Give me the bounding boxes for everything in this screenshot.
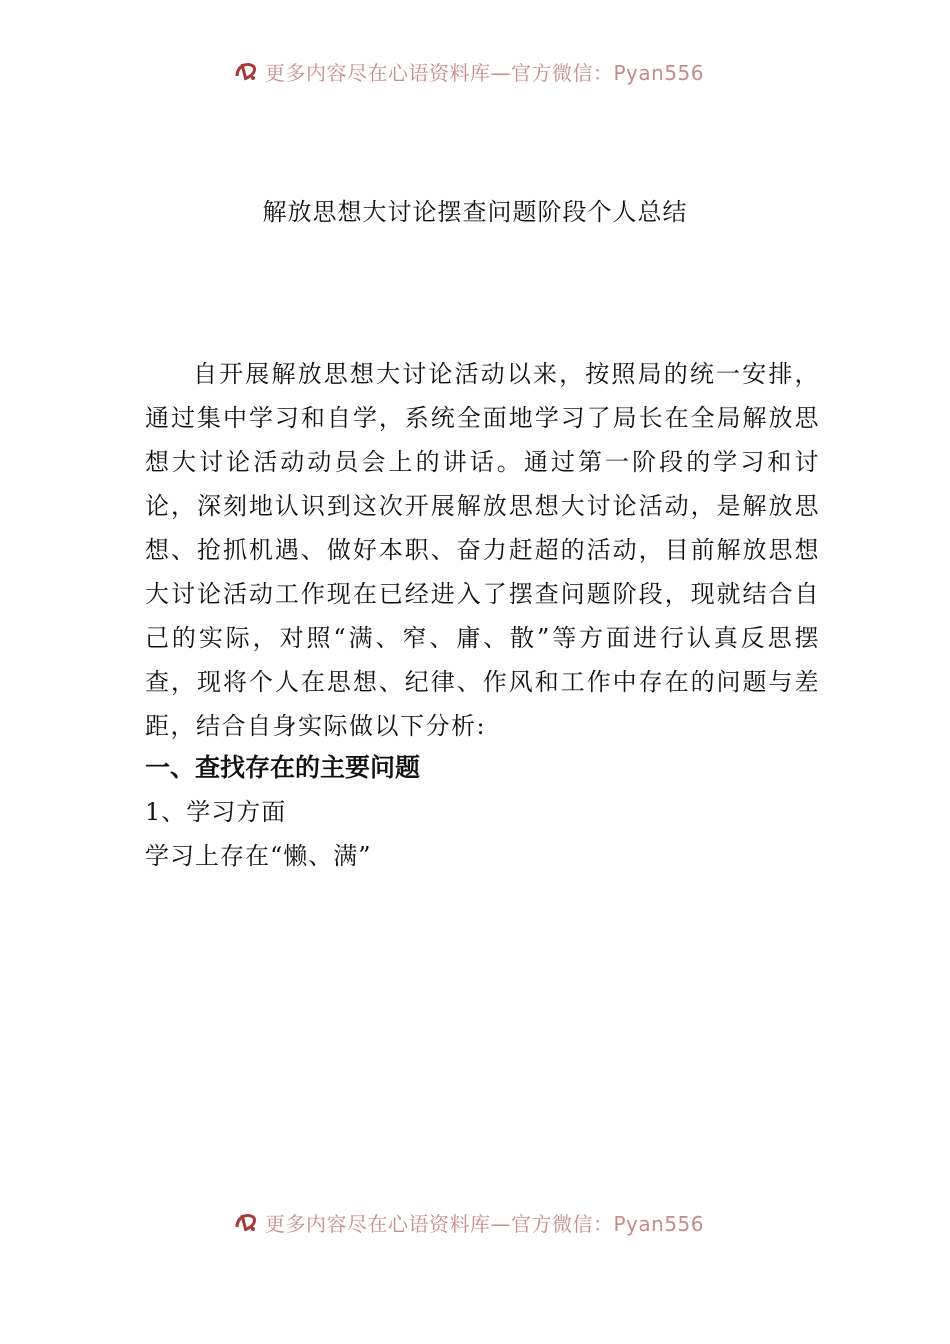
document-title: 解放思想大讨论摆查问题阶段个人总结: [262, 198, 688, 226]
logo-icon: [233, 58, 259, 84]
sub-heading: 1、学习方面: [145, 798, 287, 826]
body-paragraph: 自开展解放思想大讨论活动以来，按照局的统一安排，通过集中学习和自学，系统全面地学习了局长在全局解放思想大讨论活动动员会上的讲话。通过第一阶段的学习和讨论，深刻地认识到这次开展解放思想大讨论活动，是解放思想、抢抓机遇、做好本职、奋力赶超的活动，目前解放思想大讨论活动工作现在已经进入了摆查问题阶段，现就结合自己的实际，对照“满、窄、庸、散”等方面进行认真反思摆查，现将个人在思想、纪律、作风和工作中存在的问题与差距，结合自身实际做以下分析:: [145, 360, 820, 740]
watermark-header: [233, 56, 733, 86]
body-line: 学习上存在“懒、满”: [145, 842, 372, 870]
watermark-footer: [233, 1207, 733, 1237]
watermark-text: 更多内容尽在心语资料库—官方微信：Pyan556: [265, 60, 705, 85]
logo-icon: [233, 1209, 259, 1235]
section-heading: 一、查找存在的主要问题: [145, 753, 421, 782]
watermark-text: 更多内容尽在心语资料库—官方微信：Pyan556: [265, 1211, 705, 1236]
